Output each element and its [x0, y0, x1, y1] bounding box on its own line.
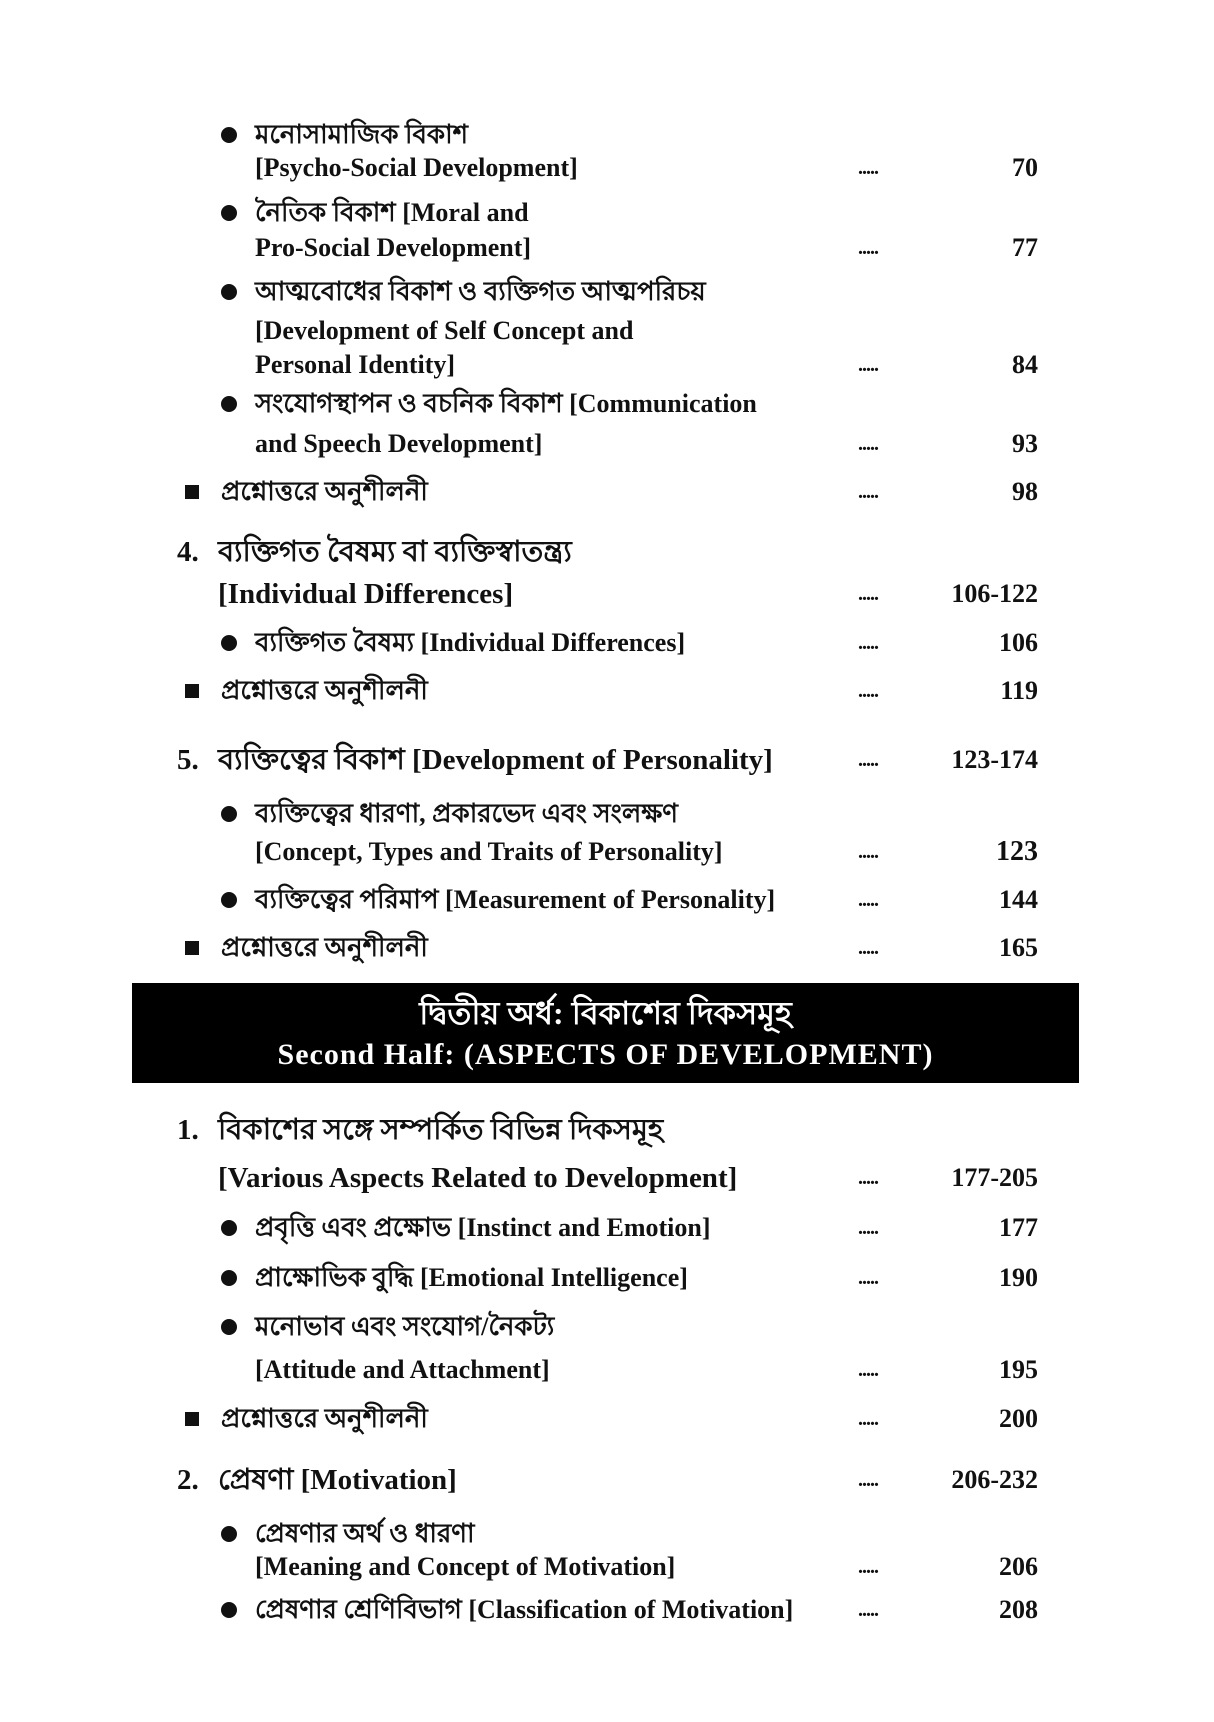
entry-title-en: [Development of Self Concept and: [255, 316, 634, 345]
chapter-number: 2.: [177, 1464, 199, 1496]
toc-entry-cont: [0, 832, 1214, 872]
dot-leader: .....: [858, 237, 878, 259]
dot-leader: .....: [858, 157, 878, 179]
page-number: 123: [996, 836, 1038, 867]
dot-leader: .....: [858, 1469, 878, 1491]
page-number: 195: [999, 1355, 1038, 1384]
page-number: 98: [1012, 477, 1038, 506]
page-number: 144: [999, 885, 1038, 914]
toc-entry: [0, 272, 1214, 312]
chapter-number: 1.: [177, 1114, 199, 1146]
entry-title-en: [Psycho-Social Development]: [255, 153, 578, 182]
toc-entry-cont: [0, 1547, 1214, 1587]
entry-title: প্রাক্ষোভিক বুদ্ধি [Emotional Intelligence]: [255, 1263, 688, 1292]
toc-entry: [0, 623, 1214, 663]
dot-leader: .....: [858, 632, 878, 654]
entry-title-bn: আত্মবোধের বিকাশ ও ব্যক্তিগত আত্মপরিচয়: [255, 277, 706, 306]
entry-title: নৈতিক বিকাশ [Moral and: [255, 198, 529, 227]
entry-title: প্রবৃত্তি এবং প্রক্ষোভ [Instinct and Emotion]: [255, 1213, 711, 1242]
bullet-icon: [221, 892, 237, 908]
toc-exercise-entry: [0, 472, 1214, 512]
dot-leader: .....: [858, 354, 878, 376]
entry-title-bn: ব্যক্তিত্বের ধারণা, প্রকারভেদ এবং সংলক্ষণ: [255, 799, 679, 828]
chapter-title-en: [Various Aspects Related to Development]: [218, 1162, 738, 1194]
banner-title-en: Second Half: (ASPECTS OF DEVELOPMENT): [277, 1038, 934, 1071]
page-number: 190: [999, 1263, 1038, 1292]
page-number: 206: [999, 1552, 1038, 1581]
dot-leader: .....: [858, 841, 878, 863]
toc-entry: [0, 794, 1214, 834]
entry-title: ব্যক্তিত্বের পরিমাপ [Measurement of Personality]: [255, 885, 776, 914]
toc-exercise-entry: [0, 1399, 1214, 1439]
entry-title-bn: প্রশ্নোত্তরে অনুশীলনী: [221, 477, 428, 506]
page-number: 77: [1012, 233, 1038, 262]
page-number: 208: [999, 1595, 1038, 1624]
page-number: 119: [1000, 676, 1038, 705]
square-bullet-icon: [185, 684, 199, 698]
entry-title-en: [Attitude and Attachment]: [255, 1355, 550, 1384]
toc-entry-cont: [0, 228, 1214, 268]
toc-entry: [0, 1590, 1214, 1630]
entry-title-bn: প্রেষণার অর্থ ও ধারণা: [255, 1519, 475, 1548]
chapter-heading: [0, 532, 1214, 572]
entry-title-bn: প্রশ্নোত্তরে অনুশীলনী: [221, 933, 428, 962]
banner-title-bn: দ্বিতীয় অর্ধ: বিকাশের দিকসমূহ: [419, 995, 792, 1031]
square-bullet-icon: [185, 1412, 199, 1426]
square-bullet-icon: [185, 485, 199, 499]
bullet-icon: [221, 127, 237, 143]
dot-leader: .....: [858, 1408, 878, 1430]
page-number: 70: [1012, 153, 1038, 182]
entry-title-bn: প্রশ্নোত্তরে অনুশীলনী: [221, 1404, 428, 1433]
toc-entry-cont: [0, 1350, 1214, 1390]
chapter-heading-cont: [0, 1158, 1214, 1198]
toc-entry: [0, 880, 1214, 920]
toc-entry-cont: [0, 424, 1214, 464]
bullet-icon: [221, 396, 237, 412]
chapter-title-bn: বিকাশের সঙ্গে সম্পর্কিত বিভিন্ন দিকসমূহ: [218, 1114, 664, 1146]
bullet-icon: [221, 1270, 237, 1286]
toc-entry: [0, 384, 1214, 424]
toc-exercise-entry: [0, 671, 1214, 711]
square-bullet-icon: [185, 941, 199, 955]
page-number: 93: [1012, 429, 1038, 458]
dot-leader: .....: [858, 1359, 878, 1381]
dot-leader: .....: [858, 749, 878, 771]
page-range: 106-122: [951, 579, 1038, 608]
dot-leader: .....: [858, 583, 878, 605]
entry-title: প্রেষণার শ্রেণিবিভাগ [Classification of Motivation]: [255, 1595, 794, 1624]
chapter-title-bn: ব্যক্তিগত বৈষম্য বা ব্যক্তিস্বাতন্ত্র্য: [218, 536, 572, 568]
page-number: 177: [999, 1213, 1038, 1242]
entry-title: ব্যক্তিগত বৈষম্য [Individual Differences]: [255, 628, 686, 657]
chapter-title: প্রেষণা [Motivation]: [218, 1464, 457, 1496]
chapter-heading: [0, 1110, 1214, 1150]
chapter-title-en: [Individual Differences]: [218, 578, 514, 610]
chapter-heading-cont: [0, 574, 1214, 614]
toc-entry-cont: [0, 148, 1214, 188]
dot-leader: .....: [858, 433, 878, 455]
bullet-icon: [221, 635, 237, 651]
entry-title-bn: প্রশ্নোত্তরে অনুশীলনী: [221, 676, 428, 705]
dot-leader: .....: [858, 889, 878, 911]
dot-leader: .....: [858, 1267, 878, 1289]
page-range: 123-174: [951, 745, 1038, 774]
chapter-number: 5.: [177, 744, 199, 776]
dot-leader: .....: [858, 680, 878, 702]
bullet-icon: [221, 1319, 237, 1335]
entry-title-bn: মনোসামাজিক বিকাশ: [255, 120, 469, 149]
entry-title-en: and Speech Development]: [255, 429, 543, 458]
entry-title-en: [Concept, Types and Traits of Personality]: [255, 837, 723, 866]
chapter-number: 4.: [177, 536, 199, 568]
entry-title-en: Personal Identity]: [255, 350, 456, 379]
page-number: 200: [999, 1404, 1038, 1433]
page-number: 106: [999, 628, 1038, 657]
entry-title-en: Pro-Social Development]: [255, 233, 532, 262]
dot-leader: .....: [858, 1556, 878, 1578]
toc-exercise-entry: [0, 928, 1214, 968]
toc-entry-cont: [0, 345, 1214, 385]
bullet-icon: [221, 1526, 237, 1542]
page-range: 206-232: [951, 1465, 1038, 1494]
bullet-icon: [221, 284, 237, 300]
toc-entry: [0, 1258, 1214, 1298]
chapter-heading: [0, 740, 1214, 780]
dot-leader: .....: [858, 481, 878, 503]
toc-entry: [0, 193, 1214, 233]
chapter-heading: [0, 1460, 1214, 1500]
entry-title-en: [Meaning and Concept of Motivation]: [255, 1552, 676, 1581]
entry-title-bn: মনোভাব এবং সংযোগ/নৈকট্য: [255, 1312, 555, 1341]
toc-entry: [0, 1208, 1214, 1248]
dot-leader: .....: [858, 1217, 878, 1239]
bullet-icon: [221, 806, 237, 822]
bullet-icon: [221, 205, 237, 221]
page-range: 177-205: [951, 1163, 1038, 1192]
toc-entry: [0, 1307, 1214, 1347]
dot-leader: .....: [858, 1167, 878, 1189]
dot-leader: .....: [858, 1599, 878, 1621]
dot-leader: .....: [858, 937, 878, 959]
page-number: 165: [999, 933, 1038, 962]
page-number: 84: [1012, 350, 1038, 379]
entry-title: সংযোগস্থাপন ও বচনিক বিকাশ [Communication: [255, 389, 757, 418]
section-banner: [132, 983, 1079, 1083]
bullet-icon: [221, 1220, 237, 1236]
chapter-title: ব্যক্তিত্বের বিকাশ [Development of Personality]: [218, 744, 773, 776]
bullet-icon: [221, 1602, 237, 1618]
